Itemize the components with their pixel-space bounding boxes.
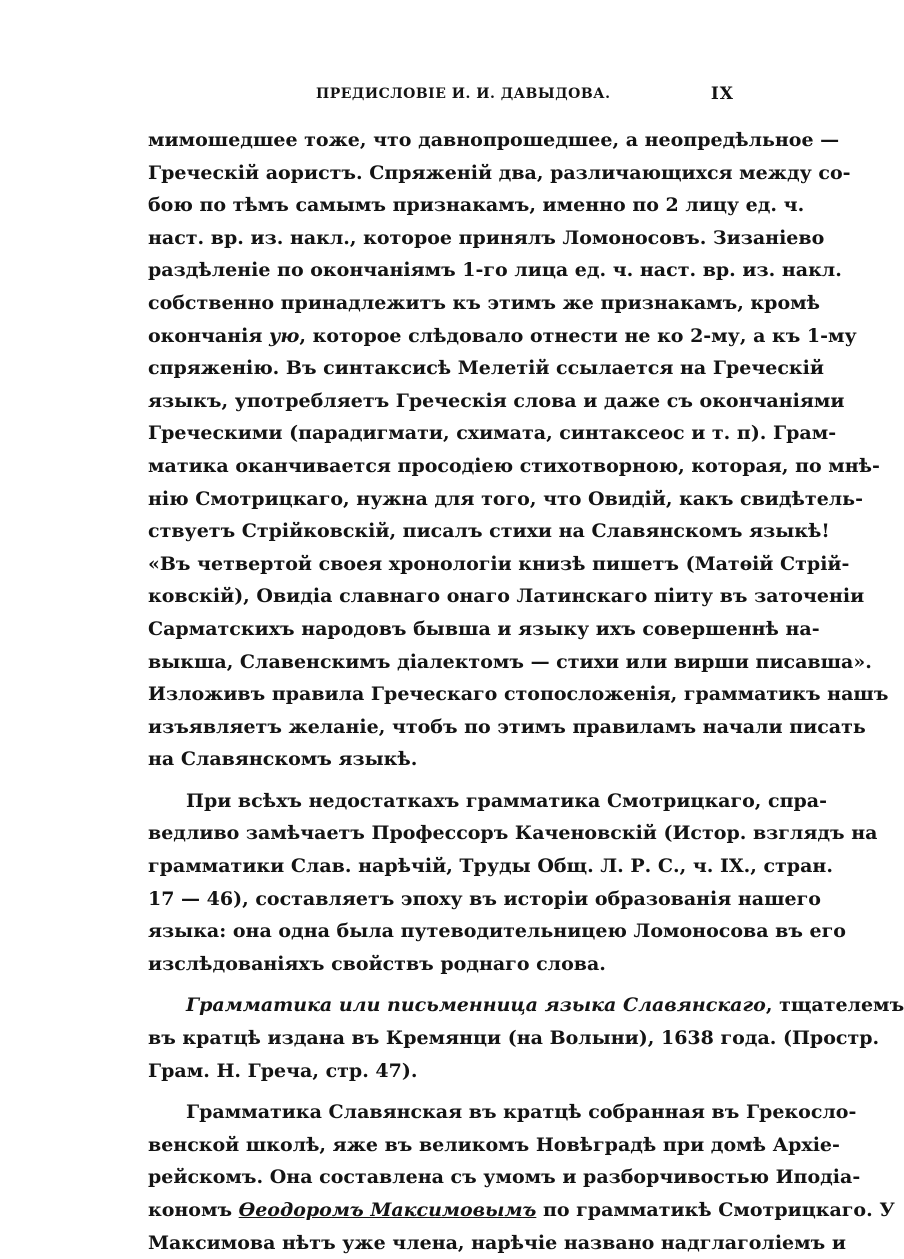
text-line [148,1055,736,1088]
text-run: рейскомъ. Она составлена съ умомъ и разборчивостью Иподіа- [148,1166,861,1189]
text-line [148,915,846,948]
text-line [148,613,820,646]
emphasized-text: Ѳеодоромъ Максимовымъ [238,1199,537,1221]
text-line [148,320,857,353]
text-line [148,1161,861,1194]
text-run: Греческій аористъ. Спряженій два, различающихся между со- [148,161,851,184]
running-title: ПРЕДИСЛОВІЕ И. И. ДАВЫДОВА. [316,86,611,102]
text-run: При всѣхъ недостаткахъ грамматика Смотрицкаго, спра- [186,789,827,812]
text-run: на Славянскомъ языкѣ. [148,748,418,771]
text-run: языка: она одна была путеводительницею Ломоносова въ его [148,920,846,943]
running-header [148,84,736,110]
text-run: «Въ четвертой своея хронологіи книзѣ пишетъ (Матѳій Стрій- [148,552,850,575]
text-line [148,1129,840,1162]
text-line [148,1096,857,1129]
text-line [148,222,825,255]
text-line [148,254,842,287]
text-run: кономъ [148,1199,239,1221]
text-run: Изложивъ правила Греческаго стопосложенія, грамматикъ нашъ [148,683,889,706]
text-run: Грамматика Славянская въ кратцѣ собранная въ Грекосло- [186,1101,857,1124]
text-run: нію Смотрицкаго, нужна для того, что Овидій, какъ свидѣтель- [148,487,863,510]
text-line [148,850,833,883]
text-run: Греческими (парадигмати, схимата, синтаксеос и т. п). Грам- [148,422,837,445]
text-run: 17 — 46), составляетъ эпоху въ исторіи образованія нашего [148,887,821,910]
text-line [148,450,880,483]
text-line [148,1194,895,1227]
text-run: , которое слѣдовало отнести не ко 2-му, а къ 1-му [299,324,857,347]
text-run: Грам. Н. Греча, стр. 47). [148,1059,418,1082]
body-text [148,124,904,1259]
text-line [148,287,820,320]
text-line [148,352,824,385]
text-line [148,385,845,418]
text-line [148,157,851,190]
text-run: изслѣдованіяхъ свойствъ роднаго слова. [148,952,606,975]
text-run: грамматики Слав. нарѣчій, Труды Общ. Л. Р. С., ч. IX., стран. [148,855,833,878]
text-line [148,189,805,222]
text-run: спряженію. Въ синтаксисѣ Мелетій ссылается на Греческій [148,357,824,380]
text-run: выкша, Славенскимъ діалектомъ — стихи или вирши писавша». [148,650,872,673]
text-run: , тщателемъ [765,994,904,1017]
text-run: наст. вр. из. накл., которое принялъ Ломоносовъ. Зизаніево [148,226,825,249]
text-run: ковскій), Овидіа славнаго онаго Латинскаго піиту въ заточеніи [148,585,865,608]
text-run: окончанія [148,324,269,347]
text-run: языкъ, употребляетъ Греческія слова и даже съ окончаніями [148,389,845,412]
text-run: въ кратцѣ издана въ Кремянци (на Волыни), 1638 года. (Простр. [148,1027,880,1050]
text-line [148,124,840,157]
text-line [148,646,872,679]
text-line [148,785,827,818]
paragraph [148,124,889,776]
emphasized-text: ую [268,324,300,347]
text-line [148,883,821,916]
text-run: Сарматскихъ народовъ бывша и языку ихъ совершеннѣ на- [148,617,820,640]
text-line [148,417,837,450]
text-line [148,711,866,744]
text-line [148,1227,846,1259]
text-line [148,678,889,711]
paragraph-gap [148,980,736,989]
paragraph-gap [148,776,736,785]
paragraph [148,989,904,1087]
text-line [148,743,736,776]
text-line [148,1022,880,1055]
text-run: Максимова нѣтъ уже члена, нарѣчіе названо надглаголіемъ и [148,1231,846,1254]
text-run: ведливо замѣчаетъ Профессоръ Каченовскій (Истор. взглядъ на [148,822,878,845]
page-number: IX [710,84,734,104]
paragraph [148,1096,895,1259]
text-run: изъявляетъ желаніе, чтобъ по этимъ правиламъ начали писать [148,715,866,738]
text-line [148,989,904,1022]
emphasized-text: Грамматика или письменница языка Славянскаго [186,994,766,1017]
text-run: по грамматикѣ Смотрицкаго. У [536,1199,895,1221]
text-line [148,515,830,548]
text-line [148,483,863,516]
text-line [148,948,736,981]
text-run: ствуетъ Стрійковскій, писалъ стихи на Славянскомъ языкѣ! [148,520,830,543]
text-run: собственно принадлежитъ къ этимъ же признакамъ, кромѣ [148,291,820,314]
text-run: венской школѣ, яже въ великомъ Новѣградѣ при домѣ Архіе- [148,1133,840,1156]
paragraph-gap [148,1087,736,1096]
text-run: мимошедшее тоже, что давнопрошедшее, а неопредѣльное — [148,129,840,151]
text-run: раздѣленіе по окончаніямъ 1-го лица ед. ч. наст. вр. из. накл. [148,259,842,282]
text-run: бою по тѣмъ самымъ признакамъ, именно по 2 лицу ед. ч. [148,194,805,217]
text-run: матика оканчивается просодіею стихотворною, которая, по мнѣ- [148,454,880,477]
paragraph [148,785,878,981]
text-line [148,817,878,850]
text-line [148,548,850,581]
text-line [148,580,865,613]
